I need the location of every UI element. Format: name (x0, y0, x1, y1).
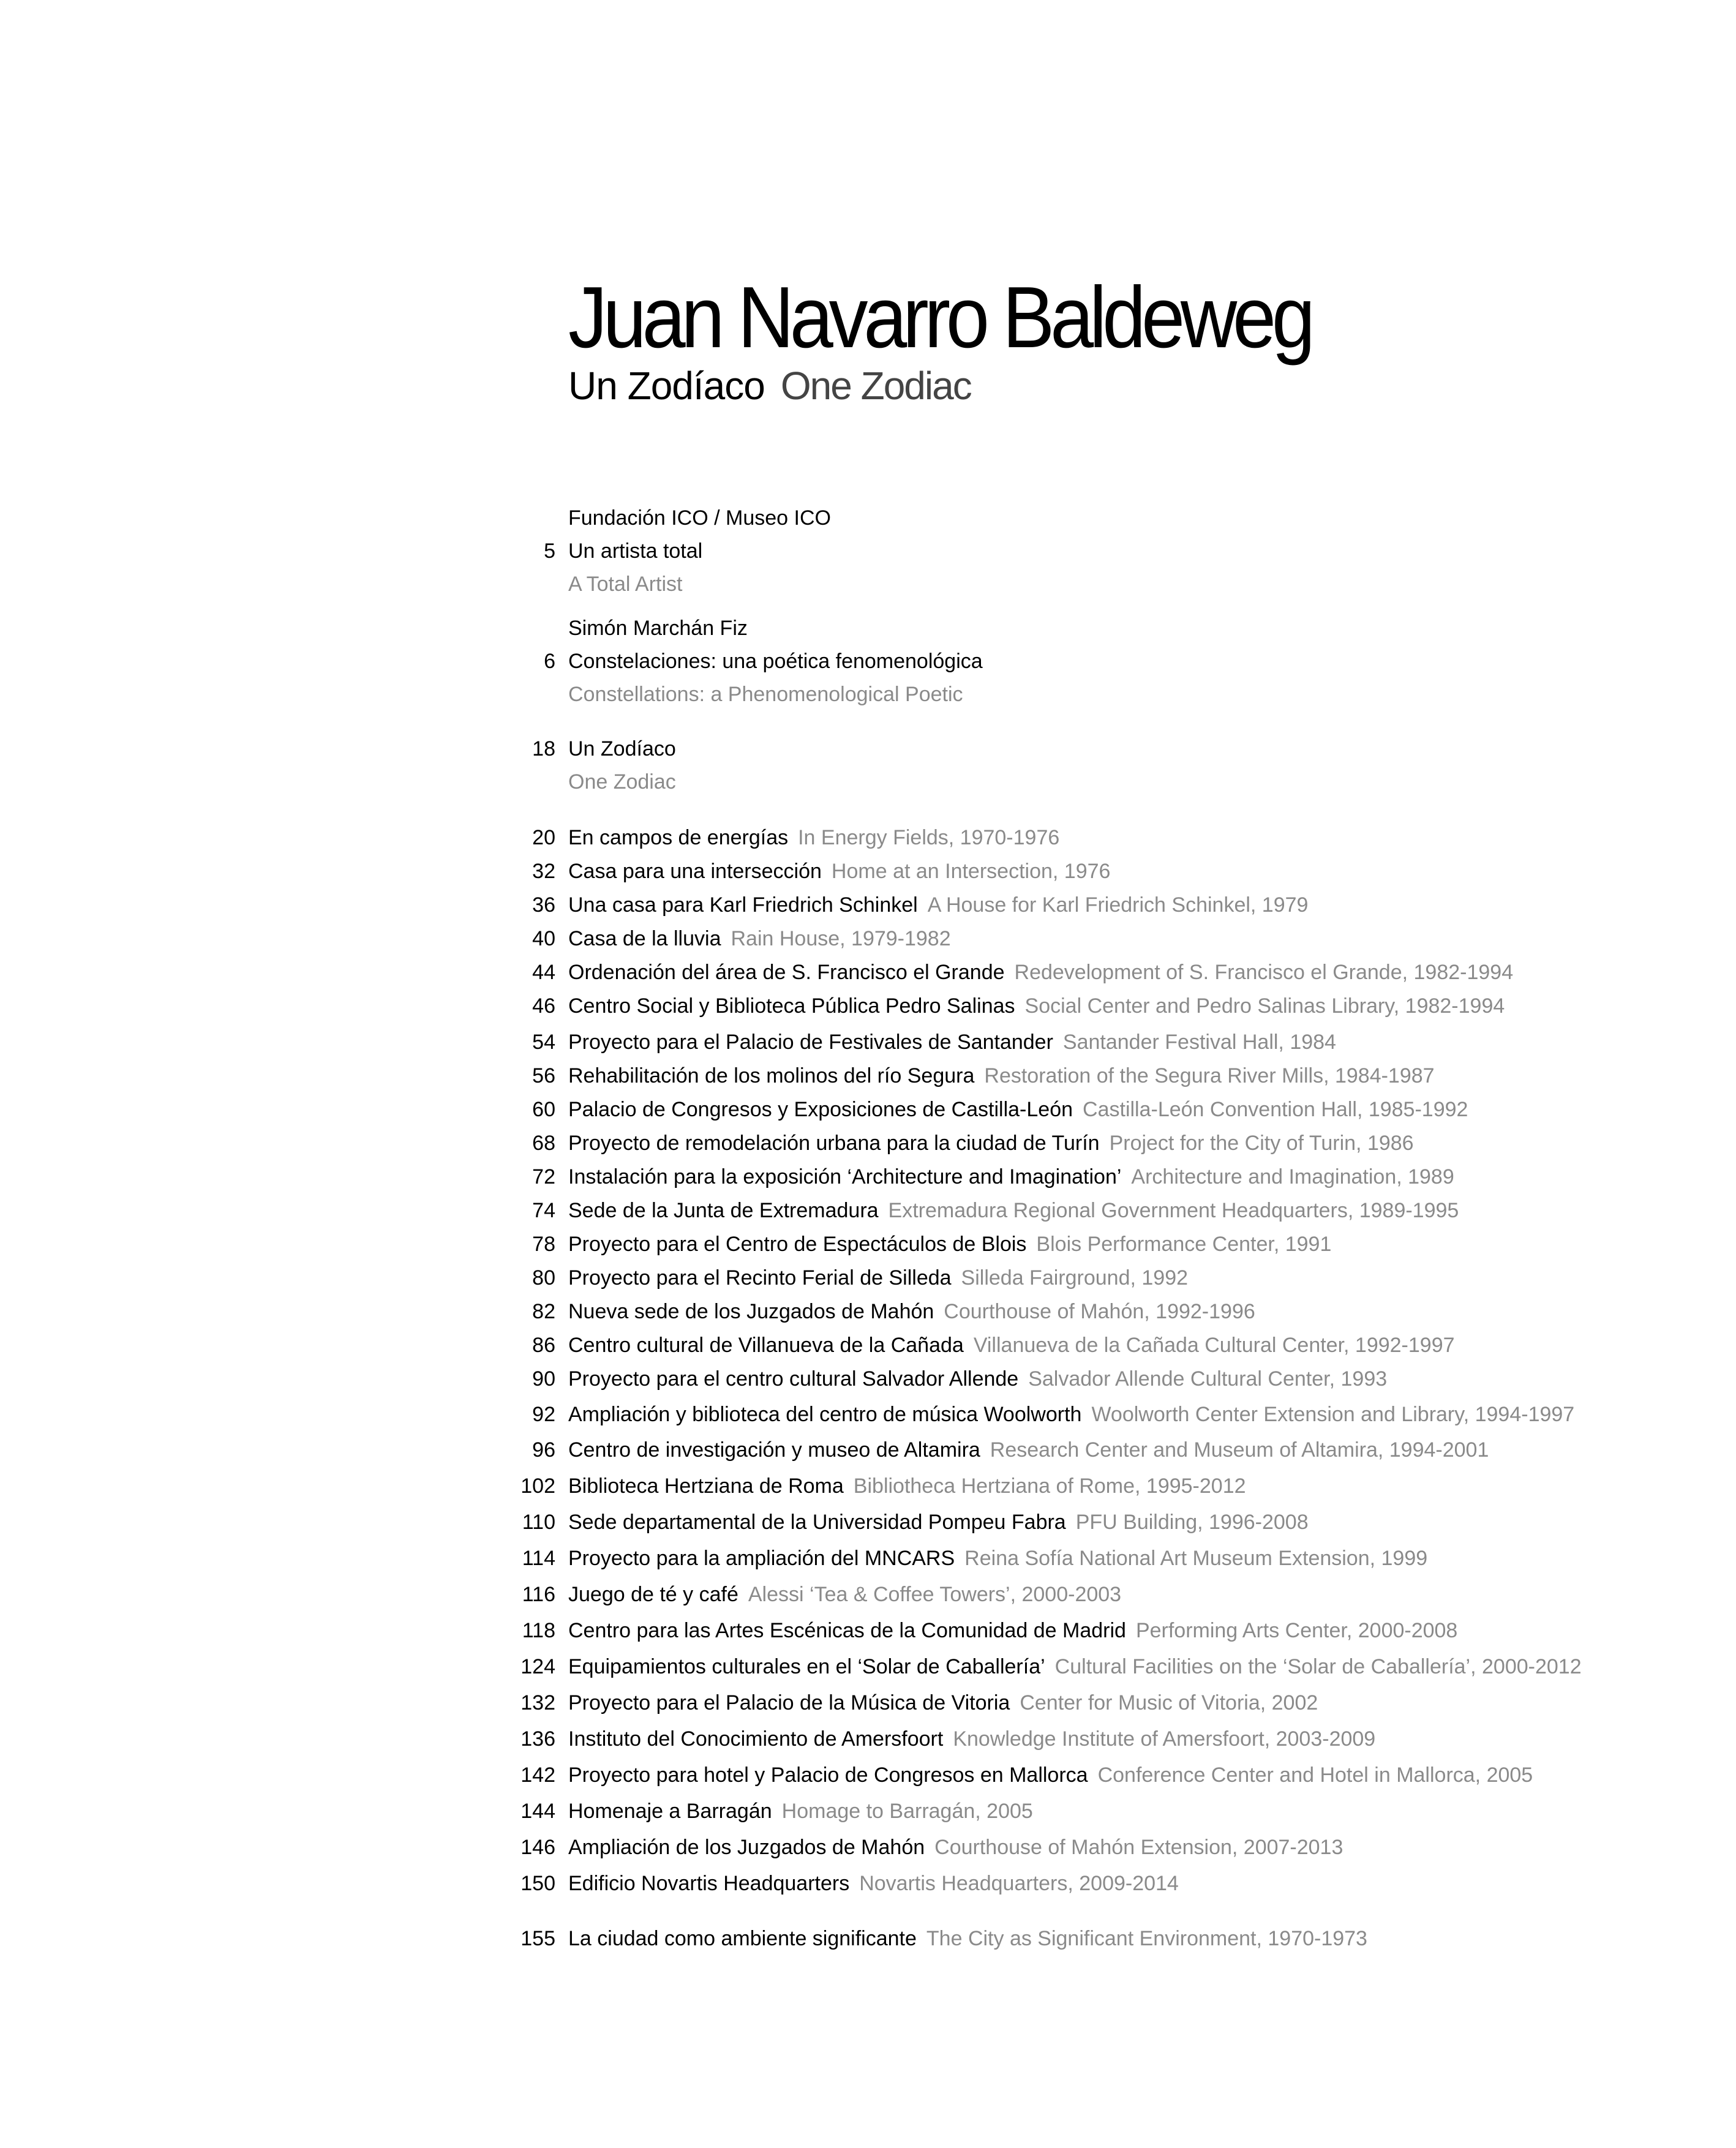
page-number: 54 (532, 1031, 555, 1054)
entry-title-en: Research Center and Museum of Altamira, 1994-2001 (990, 1438, 1489, 1462)
toc-entry-final[interactable] (0, 1924, 1736, 1953)
entry-title-es: Sede de la Junta de Extremadura (568, 1199, 879, 1222)
entry-title-es: Ampliación y biblioteca del centro de música Woolworth (568, 1403, 1082, 1426)
page-number: 110 (522, 1511, 555, 1534)
entry-title-en: Courthouse of Mahón, 1992-1996 (944, 1300, 1255, 1323)
entry-title-en: A Total Artist (568, 573, 683, 596)
page-number: 46 (532, 994, 555, 1018)
entry-title-en: Blois Performance Center, 1991 (1036, 1233, 1332, 1256)
entry-title-es: Proyecto para el Palacio de Festivales de Santander (568, 1031, 1053, 1054)
entry-title-es: Proyecto de remodelación urbana para la ciudad de Turín (568, 1132, 1100, 1155)
entry-title-en: Restoration of the Segura River Mills, 1984-1987 (984, 1064, 1435, 1087)
entry-title-es: Homenaje a Barragán (568, 1800, 772, 1823)
entry-title-en: Silleda Fairground, 1992 (961, 1266, 1189, 1290)
toc-entry[interactable] (0, 1508, 1736, 1537)
entry-title-es: Centro cultural de Villanueva de la Cañada (568, 1334, 964, 1357)
subtitle-en: One Zodiac (780, 364, 971, 408)
page-number: 142 (520, 1763, 555, 1787)
entry-title-es: Constelaciones: una poética fenomenológica (568, 650, 983, 673)
intro-translation-row (0, 569, 1736, 599)
entry-title-en: Performing Arts Center, 2000-2008 (1135, 1619, 1458, 1642)
entry-title-en: The City as Significant Environment, 1970-1973 (926, 1927, 1367, 1950)
toc-entry[interactable] (0, 1128, 1736, 1158)
page-number: 114 (522, 1547, 555, 1570)
entry-title-en: Rain House, 1979-1982 (731, 927, 951, 950)
page-number: 90 (532, 1367, 555, 1391)
toc-entry[interactable] (0, 1095, 1736, 1124)
toc-entry[interactable] (0, 1263, 1736, 1293)
toc-entry[interactable] (0, 857, 1736, 886)
entry-title-en: Woolworth Center Extension and Library, 1994-1997 (1091, 1403, 1575, 1426)
entry-title-es: Biblioteca Hertziana de Roma (568, 1474, 844, 1498)
toc-entry[interactable] (0, 958, 1736, 987)
page-subtitle (568, 364, 971, 408)
page-number: 78 (532, 1233, 555, 1256)
toc-entry[interactable] (0, 1688, 1736, 1718)
intro-author-row (0, 614, 1736, 643)
page-number: 80 (532, 1266, 555, 1290)
entry-title-en: Alessi ‘Tea & Coffee Towers’, 2000-2003 (748, 1583, 1122, 1606)
toc-entry[interactable] (0, 1833, 1736, 1862)
entry-title-en: One Zodiac (568, 770, 676, 794)
entry-title-es: Nueva sede de los Juzgados de Mahón (568, 1300, 934, 1323)
entry-title-es: Instituto del Conocimiento de Amersfoort (568, 1727, 944, 1751)
toc-entry[interactable] (0, 1471, 1736, 1501)
entry-title-en: Novartis Headquarters, 2009-2014 (859, 1872, 1179, 1895)
entry-title-en: Conference Center and Hotel in Mallorca, 2005 (1097, 1763, 1533, 1787)
page-number: 72 (532, 1165, 555, 1189)
entry-title-es: Centro de investigación y museo de Altamira (568, 1438, 980, 1462)
entry-title-en: A House for Karl Friedrich Schinkel, 1979 (927, 893, 1309, 917)
entry-title-es: Ampliación de los Juzgados de Mahón (568, 1836, 925, 1859)
entry-title-en: Castilla-León Convention Hall, 1985-1992 (1083, 1098, 1468, 1121)
page-number: 116 (522, 1583, 555, 1606)
toc-entry[interactable] (0, 1331, 1736, 1360)
entry-title-es: Proyecto para el centro cultural Salvador Allende (568, 1367, 1019, 1391)
entry-title-en: Extremadura Regional Government Headquarters, 1989-1995 (888, 1199, 1459, 1222)
page-number: 36 (532, 893, 555, 917)
toc-entry[interactable] (0, 1435, 1736, 1465)
entry-title-es: Proyecto para la ampliación del MNCARS (568, 1547, 955, 1570)
entry-title-en: Project for the City of Turin, 1986 (1109, 1132, 1414, 1155)
page-number: 56 (532, 1064, 555, 1087)
page-number: 92 (532, 1403, 555, 1426)
page-number: 155 (520, 1927, 555, 1950)
toc-entry[interactable] (0, 823, 1736, 852)
intro-entry-row[interactable] (0, 536, 1736, 566)
entry-title-es: Proyecto para hotel y Palacio de Congresos en Mallorca (568, 1763, 1088, 1787)
entry-title-en: PFU Building, 1996-2008 (1075, 1511, 1309, 1534)
toc-entry[interactable] (0, 1869, 1736, 1898)
page-number: 74 (532, 1199, 555, 1222)
entry-title-es: Centro para las Artes Escénicas de la Comunidad de Madrid (568, 1619, 1126, 1642)
entry-title-es: Edificio Novartis Headquarters (568, 1872, 850, 1895)
page-number: 96 (532, 1438, 555, 1462)
page-number: 6 (544, 650, 555, 673)
entry-title-en: In Energy Fields, 1970-1976 (798, 826, 1060, 849)
toc-entry[interactable] (0, 1616, 1736, 1645)
page-number: 144 (520, 1800, 555, 1823)
entry-title-es: Un Zodíaco (568, 737, 676, 760)
toc-entry[interactable] (0, 924, 1736, 953)
toc-entry[interactable] (0, 1196, 1736, 1225)
entry-title-en: Home at an Intersection, 1976 (831, 860, 1111, 883)
toc-entry[interactable] (0, 1580, 1736, 1609)
page-title: Juan Navarro Baldeweg (568, 269, 1311, 366)
page-number: 102 (520, 1474, 555, 1498)
entry-title-es: Ordenación del área de S. Francisco el Grande (568, 961, 1005, 984)
entry-title-en: Salvador Allende Cultural Center, 1993 (1028, 1367, 1388, 1391)
entry-title-en: Knowledge Institute of Amersfoort, 2003-2009 (953, 1727, 1376, 1751)
entry-title-es: Casa para una intersección (568, 860, 822, 883)
subtitle-es: Un Zodíaco (568, 364, 765, 408)
entry-title-en: Santander Festival Hall, 1984 (1062, 1031, 1336, 1054)
entry-title-en: Reina Sofía National Art Museum Extension, 1999 (964, 1547, 1428, 1570)
entry-title-es: Palacio de Congresos y Exposiciones de Castilla-León (568, 1098, 1073, 1121)
intro-author: Simón Marchán Fiz (568, 617, 748, 640)
toc-entry[interactable] (0, 1162, 1736, 1192)
page-number: 136 (520, 1727, 555, 1751)
entry-title-en: Homage to Barragán, 2005 (781, 1800, 1033, 1823)
entry-title-es: Casa de la lluvia (568, 927, 721, 950)
entry-title-es: Equipamientos culturales en el ‘Solar de Caballería’ (568, 1655, 1045, 1678)
page-number: 60 (532, 1098, 555, 1121)
page-number: 132 (520, 1691, 555, 1714)
entry-title-es: Instalación para la exposición ‘Architecture and Imagination’ (568, 1165, 1122, 1189)
page-number: 68 (532, 1132, 555, 1155)
page-number: 44 (532, 961, 555, 984)
entry-title-en: Villanueva de la Cañada Cultural Center, 1992-1997 (973, 1334, 1455, 1357)
page-number: 20 (532, 826, 555, 849)
entry-title-es: La ciudad como ambiente significante (568, 1927, 917, 1950)
entry-title-es: Una casa para Karl Friedrich Schinkel (568, 893, 918, 917)
intro-translation-row (0, 767, 1736, 797)
toc-entry[interactable] (0, 1544, 1736, 1573)
toc-entry[interactable] (0, 1760, 1736, 1790)
intro-entry-row[interactable] (0, 734, 1736, 764)
entry-title-en: Social Center and Pedro Salinas Library, 1982-1994 (1024, 994, 1505, 1018)
toc-entry[interactable] (0, 1230, 1736, 1259)
entry-title-en: Cultural Facilities on the ‘Solar de Caballería’, 2000-2012 (1054, 1655, 1582, 1678)
intro-translation-row (0, 680, 1736, 709)
toc-entry[interactable] (0, 991, 1736, 1021)
entry-title-en: Constellations: a Phenomenological Poetic (568, 683, 963, 706)
entry-title-es: Sede departamental de la Universidad Pompeu Fabra (568, 1511, 1066, 1534)
page-number: 18 (532, 737, 555, 760)
toc-entry[interactable] (0, 1027, 1736, 1057)
entry-title-es: Rehabilitación de los molinos del río Segura (568, 1064, 975, 1087)
entry-title-en: Center for Music of Vitoria, 2002 (1020, 1691, 1318, 1714)
page-number: 124 (520, 1655, 555, 1678)
entry-title-es: Juego de té y café (568, 1583, 738, 1606)
intro-entry-row[interactable] (0, 647, 1736, 676)
entry-title-es: Proyecto para el Palacio de la Música de Vitoria (568, 1691, 1010, 1714)
entry-title-es: Proyecto para el Centro de Espectáculos de Blois (568, 1233, 1027, 1256)
toc-entry[interactable] (0, 1061, 1736, 1091)
page-number: 5 (544, 539, 555, 563)
entry-title-en: Bibliotheca Hertziana of Rome, 1995-2012 (853, 1474, 1246, 1498)
page-number: 32 (532, 860, 555, 883)
entry-title-es: Centro Social y Biblioteca Pública Pedro Salinas (568, 994, 1015, 1018)
entry-title-en: Courthouse of Mahón Extension, 2007-2013 (934, 1836, 1343, 1859)
entry-title-en: Redevelopment of S. Francisco el Grande, 1982-1994 (1014, 961, 1514, 984)
page-number: 82 (532, 1300, 555, 1323)
toc-entry[interactable] (0, 1797, 1736, 1826)
page-number: 86 (532, 1334, 555, 1357)
entry-title-es: Proyecto para el Recinto Ferial de Silleda (568, 1266, 952, 1290)
page-number: 118 (522, 1619, 555, 1642)
toc-entry[interactable] (0, 1652, 1736, 1681)
toc-entry[interactable] (0, 890, 1736, 920)
toc-entry[interactable] (0, 1400, 1736, 1429)
toc-entry[interactable] (0, 1364, 1736, 1394)
page-number: 146 (520, 1836, 555, 1859)
intro-author: Fundación ICO / Museo ICO (568, 506, 831, 530)
toc-entry[interactable] (0, 1724, 1736, 1754)
entry-title-es: En campos de energías (568, 826, 789, 849)
entry-title-en: Architecture and Imagination, 1989 (1131, 1165, 1454, 1189)
page-number: 40 (532, 927, 555, 950)
intro-author-row (0, 503, 1736, 533)
page-number: 150 (520, 1872, 555, 1895)
toc-entry[interactable] (0, 1297, 1736, 1326)
entry-title-es: Un artista total (568, 539, 703, 563)
